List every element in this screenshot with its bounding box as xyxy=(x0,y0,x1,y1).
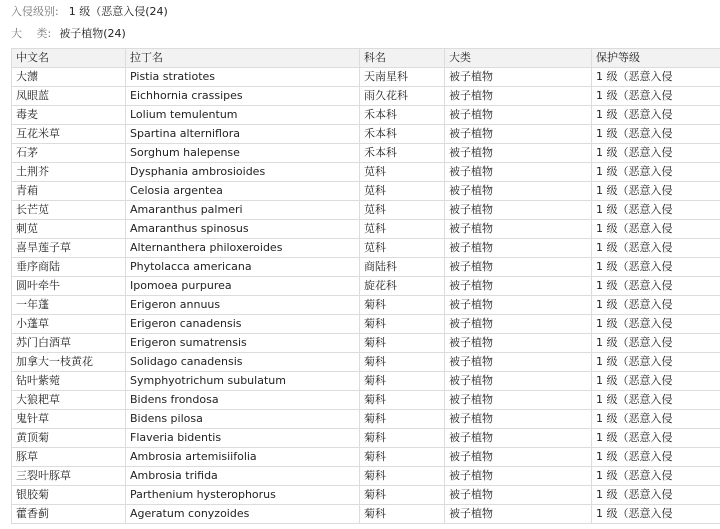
cell-family: 菊科 xyxy=(360,372,445,391)
cell-chinese-name: 黄顶菊 xyxy=(12,429,126,448)
cell-family: 菊科 xyxy=(360,334,445,353)
cell-category: 被子植物 xyxy=(445,68,592,87)
cell-family: 菊科 xyxy=(360,505,445,524)
cell-latin-name: Erigeron sumatrensis xyxy=(126,334,360,353)
cell-chinese-name: 大狼耙草 xyxy=(12,391,126,410)
table-row[interactable] xyxy=(12,372,720,391)
cell-latin-name: Amaranthus palmeri xyxy=(126,201,360,220)
cell-family: 苋科 xyxy=(360,201,445,220)
cell-family: 菊科 xyxy=(360,486,445,505)
cell-latin-name: Bidens frondosa xyxy=(126,391,360,410)
table-row[interactable] xyxy=(12,163,720,182)
species-table xyxy=(11,48,720,524)
cell-chinese-name: 藿香蓟 xyxy=(12,505,126,524)
cell-protection-level: 1 级（恶意入侵 xyxy=(592,239,720,258)
header-family: 科名 xyxy=(360,49,445,68)
cell-category: 被子植物 xyxy=(445,315,592,334)
cell-protection-level: 1 级（恶意入侵 xyxy=(592,315,720,334)
cell-chinese-name: 毒麦 xyxy=(12,106,126,125)
cell-chinese-name: 豚草 xyxy=(12,448,126,467)
cell-category: 被子植物 xyxy=(445,144,592,163)
cell-latin-name: Parthenium hysterophorus xyxy=(126,486,360,505)
cell-family: 苋科 xyxy=(360,239,445,258)
cell-chinese-name: 小蓬草 xyxy=(12,315,126,334)
cell-protection-level: 1 级（恶意入侵 xyxy=(592,258,720,277)
cell-category: 被子植物 xyxy=(445,277,592,296)
cell-protection-level: 1 级（恶意入侵 xyxy=(592,144,720,163)
invasion-level-summary xyxy=(11,5,168,19)
cell-chinese-name: 凤眼蓝 xyxy=(12,87,126,106)
header-protection-level: 保护等级 xyxy=(592,49,720,68)
header-latin-name: 拉丁名 xyxy=(126,49,360,68)
table-row[interactable] xyxy=(12,220,720,239)
cell-latin-name: Pistia stratiotes xyxy=(126,68,360,87)
cell-protection-level: 1 级（恶意入侵 xyxy=(592,182,720,201)
invasion-level-label: 入侵级别: xyxy=(11,5,59,18)
cell-chinese-name: 青葙 xyxy=(12,182,126,201)
category-label: 大 类: xyxy=(11,27,52,40)
cell-family: 天南星科 xyxy=(360,68,445,87)
cell-protection-level: 1 级（恶意入侵 xyxy=(592,125,720,144)
cell-latin-name: Symphyotrichum subulatum xyxy=(126,372,360,391)
cell-category: 被子植物 xyxy=(445,334,592,353)
cell-protection-level: 1 级（恶意入侵 xyxy=(592,505,720,524)
cell-family: 菊科 xyxy=(360,467,445,486)
cell-protection-level: 1 级（恶意入侵 xyxy=(592,486,720,505)
cell-latin-name: Ageratum conyzoides xyxy=(126,505,360,524)
cell-chinese-name: 加拿大一枝黄花 xyxy=(12,353,126,372)
cell-chinese-name: 喜旱莲子草 xyxy=(12,239,126,258)
cell-chinese-name: 圆叶牵牛 xyxy=(12,277,126,296)
cell-protection-level: 1 级（恶意入侵 xyxy=(592,410,720,429)
cell-family: 旋花科 xyxy=(360,277,445,296)
cell-category: 被子植物 xyxy=(445,448,592,467)
category-summary xyxy=(11,27,126,41)
table-row[interactable] xyxy=(12,277,720,296)
cell-chinese-name: 鬼针草 xyxy=(12,410,126,429)
cell-latin-name: Erigeron annuus xyxy=(126,296,360,315)
cell-family: 商陆科 xyxy=(360,258,445,277)
cell-chinese-name: 互花米草 xyxy=(12,125,126,144)
cell-latin-name: Ambrosia trifida xyxy=(126,467,360,486)
header-chinese-name: 中文名 xyxy=(12,49,126,68)
cell-category: 被子植物 xyxy=(445,505,592,524)
cell-category: 被子植物 xyxy=(445,296,592,315)
table-row[interactable] xyxy=(12,125,720,144)
cell-latin-name: Eichhornia crassipes xyxy=(126,87,360,106)
cell-family: 菊科 xyxy=(360,429,445,448)
cell-protection-level: 1 级（恶意入侵 xyxy=(592,277,720,296)
cell-category: 被子植物 xyxy=(445,410,592,429)
table-row[interactable] xyxy=(12,410,720,429)
cell-category: 被子植物 xyxy=(445,258,592,277)
cell-latin-name: Amaranthus spinosus xyxy=(126,220,360,239)
cell-family: 菊科 xyxy=(360,296,445,315)
table-header-row xyxy=(12,49,720,68)
cell-protection-level: 1 级（恶意入侵 xyxy=(592,448,720,467)
cell-family: 苋科 xyxy=(360,163,445,182)
table-row[interactable] xyxy=(12,296,720,315)
table-row[interactable] xyxy=(12,87,720,106)
invasion-level-value[interactable]: 1 级（恶意入侵(24) xyxy=(68,5,168,18)
cell-category: 被子植物 xyxy=(445,182,592,201)
cell-chinese-name: 苏门白酒草 xyxy=(12,334,126,353)
table-row[interactable] xyxy=(12,429,720,448)
table-row[interactable] xyxy=(12,467,720,486)
cell-protection-level: 1 级（恶意入侵 xyxy=(592,353,720,372)
cell-latin-name: Alternanthera philoxeroides xyxy=(126,239,360,258)
cell-category: 被子植物 xyxy=(445,391,592,410)
cell-category: 被子植物 xyxy=(445,125,592,144)
cell-protection-level: 1 级（恶意入侵 xyxy=(592,467,720,486)
cell-latin-name: Spartina alterniflora xyxy=(126,125,360,144)
cell-latin-name: Sorghum halepense xyxy=(126,144,360,163)
table-row[interactable] xyxy=(12,315,720,334)
cell-protection-level: 1 级（恶意入侵 xyxy=(592,220,720,239)
cell-chinese-name: 垂序商陆 xyxy=(12,258,126,277)
table-row[interactable] xyxy=(12,486,720,505)
table-row[interactable] xyxy=(12,182,720,201)
cell-protection-level: 1 级（恶意入侵 xyxy=(592,429,720,448)
cell-chinese-name: 三裂叶豚草 xyxy=(12,467,126,486)
cell-protection-level: 1 级（恶意入侵 xyxy=(592,106,720,125)
cell-chinese-name: 银胶菊 xyxy=(12,486,126,505)
table-row[interactable] xyxy=(12,201,720,220)
cell-protection-level: 1 级（恶意入侵 xyxy=(592,296,720,315)
table-row[interactable] xyxy=(12,106,720,125)
cell-family: 菊科 xyxy=(360,410,445,429)
table-body xyxy=(12,68,720,524)
cell-protection-level: 1 级（恶意入侵 xyxy=(592,391,720,410)
cell-category: 被子植物 xyxy=(445,87,592,106)
cell-category: 被子植物 xyxy=(445,486,592,505)
cell-chinese-name: 长芒苋 xyxy=(12,201,126,220)
cell-latin-name: Bidens pilosa xyxy=(126,410,360,429)
cell-category: 被子植物 xyxy=(445,467,592,486)
table-row[interactable] xyxy=(12,68,720,87)
cell-category: 被子植物 xyxy=(445,201,592,220)
cell-family: 菊科 xyxy=(360,315,445,334)
cell-family: 菊科 xyxy=(360,391,445,410)
table-row[interactable] xyxy=(12,334,720,353)
table-row[interactable] xyxy=(12,239,720,258)
cell-chinese-name: 一年蓬 xyxy=(12,296,126,315)
cell-category: 被子植物 xyxy=(445,106,592,125)
cell-protection-level: 1 级（恶意入侵 xyxy=(592,334,720,353)
cell-latin-name: Lolium temulentum xyxy=(126,106,360,125)
header-category: 大类 xyxy=(445,49,592,68)
cell-family: 禾本科 xyxy=(360,106,445,125)
cell-family: 菊科 xyxy=(360,448,445,467)
cell-latin-name: Solidago canadensis xyxy=(126,353,360,372)
cell-latin-name: Ambrosia artemisiifolia xyxy=(126,448,360,467)
cell-latin-name: Dysphania ambrosioides xyxy=(126,163,360,182)
cell-chinese-name: 大薸 xyxy=(12,68,126,87)
cell-latin-name: Flaveria bidentis xyxy=(126,429,360,448)
table-row[interactable] xyxy=(12,505,720,524)
cell-protection-level: 1 级（恶意入侵 xyxy=(592,201,720,220)
cell-protection-level: 1 级（恶意入侵 xyxy=(592,68,720,87)
cell-family: 雨久花科 xyxy=(360,87,445,106)
cell-family: 苋科 xyxy=(360,182,445,201)
table-row[interactable] xyxy=(12,448,720,467)
cell-latin-name: Celosia argentea xyxy=(126,182,360,201)
cell-latin-name: Phytolacca americana xyxy=(126,258,360,277)
table-row[interactable] xyxy=(12,258,720,277)
cell-chinese-name: 刺苋 xyxy=(12,220,126,239)
cell-family: 苋科 xyxy=(360,220,445,239)
cell-family: 菊科 xyxy=(360,353,445,372)
cell-protection-level: 1 级（恶意入侵 xyxy=(592,87,720,106)
cell-family: 禾本科 xyxy=(360,144,445,163)
table-row[interactable] xyxy=(12,144,720,163)
cell-chinese-name: 石茅 xyxy=(12,144,126,163)
cell-latin-name: Erigeron canadensis xyxy=(126,315,360,334)
cell-protection-level: 1 级（恶意入侵 xyxy=(592,163,720,182)
cell-chinese-name: 钻叶紫菀 xyxy=(12,372,126,391)
cell-family: 禾本科 xyxy=(360,125,445,144)
cell-chinese-name: 土荆芥 xyxy=(12,163,126,182)
table-row[interactable] xyxy=(12,353,720,372)
cell-category: 被子植物 xyxy=(445,372,592,391)
cell-latin-name: Ipomoea purpurea xyxy=(126,277,360,296)
cell-category: 被子植物 xyxy=(445,239,592,258)
cell-category: 被子植物 xyxy=(445,220,592,239)
cell-category: 被子植物 xyxy=(445,353,592,372)
table-row[interactable] xyxy=(12,391,720,410)
cell-protection-level: 1 级（恶意入侵 xyxy=(592,372,720,391)
cell-category: 被子植物 xyxy=(445,429,592,448)
category-value[interactable]: 被子植物(24) xyxy=(59,27,126,40)
cell-category: 被子植物 xyxy=(445,163,592,182)
